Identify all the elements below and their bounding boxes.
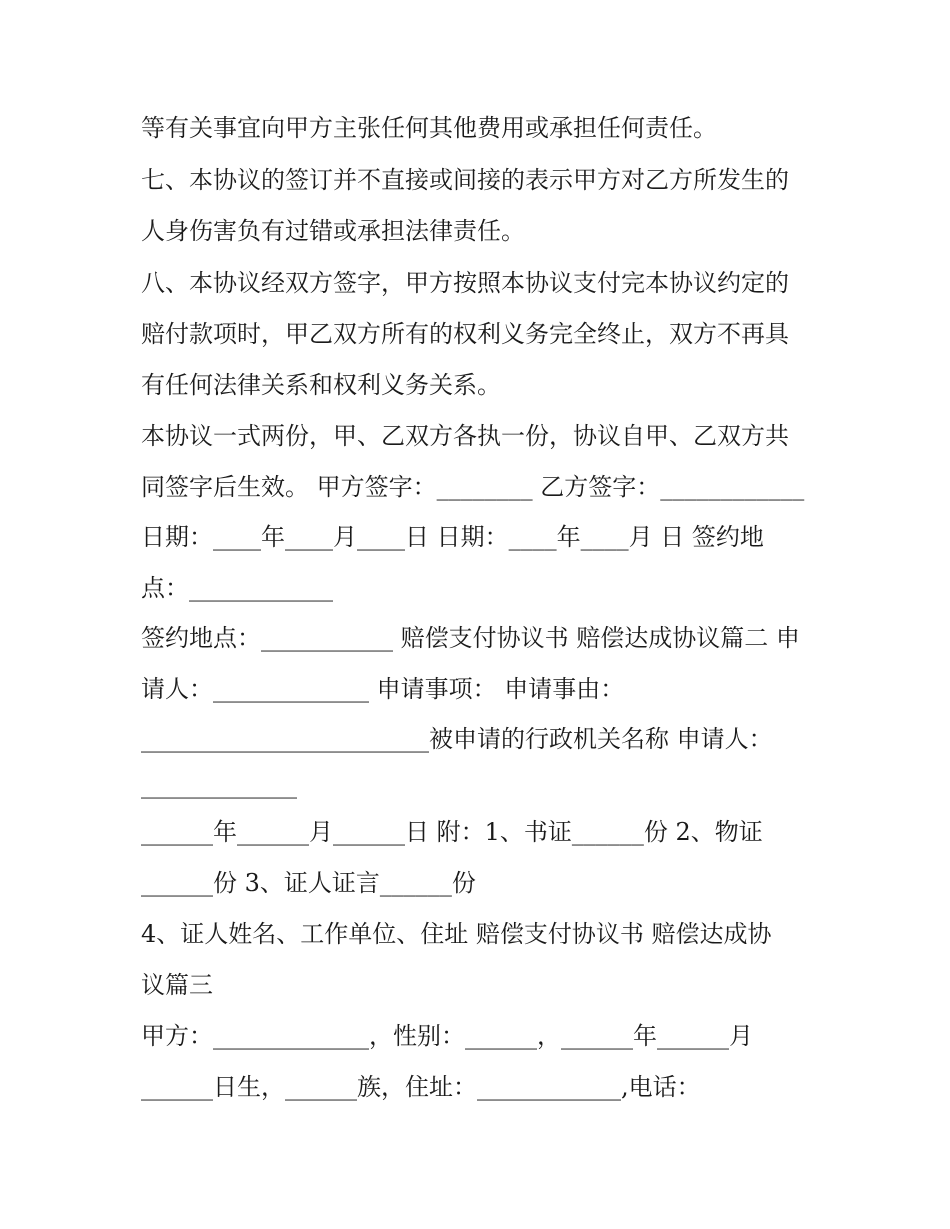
text-line: ______年______月______日 附：1、书证______份 2、物证 xyxy=(141,818,763,846)
text-line: 4、证人姓名、工作单位、住址 赔偿支付协议书 赔偿达成协 xyxy=(141,920,772,948)
text-line: 有任何法律关系和权利义务关系。 xyxy=(141,371,501,399)
text-line: ______份 3、证人证言______份 xyxy=(141,869,476,897)
text-line: 七、本协议的签订并不直接或间接的表示甲方对乙方所发生的 xyxy=(141,166,789,194)
text-line: ________________________被申请的行政机关名称 申请人： xyxy=(141,725,773,753)
text-line: 甲方：_____________，性别：______，______年______月 xyxy=(141,1022,753,1050)
text-line: 八、本协议经双方签字，甲方按照本协议支付完本协议约定的 xyxy=(141,269,789,297)
text-line: 点：____________ xyxy=(141,574,333,602)
text-line: 等有关事宜向甲方主张任何其他费用或承担任何责任。 xyxy=(141,114,717,142)
text-line: ______日生，______族，住址：____________,电话： xyxy=(141,1073,701,1101)
text-line: 同签字后生效。 甲方签字：________ 乙方签字：____________ xyxy=(141,473,805,501)
text-line: 本协议一式两份，甲、乙双方各执一份，协议自甲、乙双方共 xyxy=(141,422,789,450)
text-line: _____________ xyxy=(141,771,297,799)
text-line: 签约地点：___________ 赔偿支付协议书 赔偿达成协议篇二 申 xyxy=(141,624,800,652)
text-line: 议篇三 xyxy=(141,971,213,999)
text-line: 人身伤害负有过错或承担法律责任。 xyxy=(141,217,525,245)
text-line: 请人：_____________ 申请事项： 申请事由： xyxy=(141,675,625,703)
text-line: 日期：____年____月____日 日期：____年____月 日 签约地 xyxy=(141,523,764,551)
text-line: 赔付款项时，甲乙双方所有的权利义务完全终止，双方不再具 xyxy=(141,320,789,348)
